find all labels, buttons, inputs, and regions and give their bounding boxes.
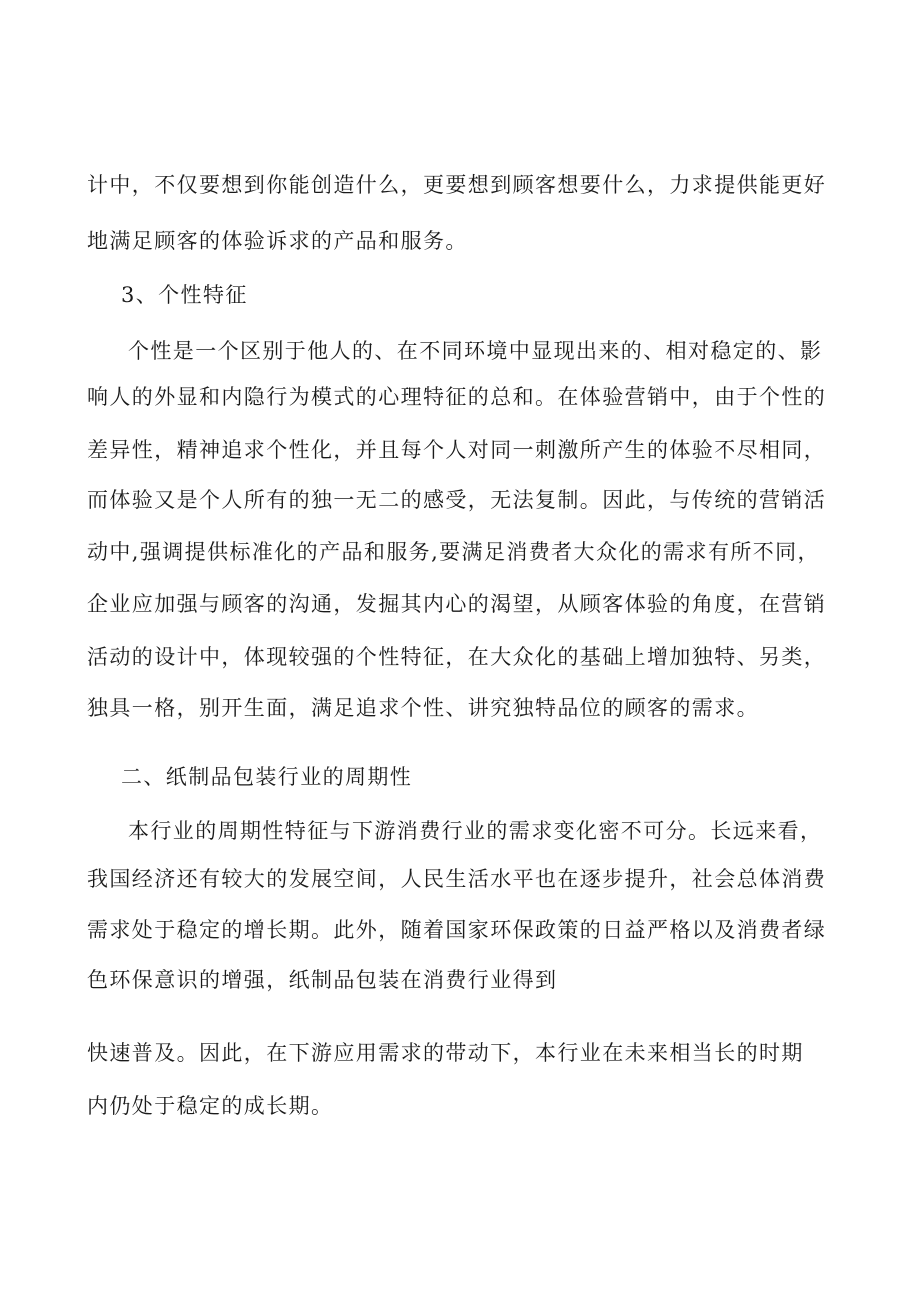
paragraph-line: 地满足顾客的体验诉求的产品和服务。 <box>87 229 468 253</box>
paragraph-line: 我国经济还有较大的发展空间，人民生活水平也在逐步提升，社会总体消费 <box>87 867 827 891</box>
subsection-heading: 3、个性特征 <box>121 283 248 307</box>
paragraph-line: 需求处于稳定的增长期。此外，随着国家环保政策的日益严格以及消费者绿 <box>87 918 827 942</box>
paragraph-line: 企业应加强与顾客的沟通，发掘其内心的渴望，从顾客体验的角度，在营销 <box>87 592 827 616</box>
paragraph-line: 差异性，精神追求个性化，并且每个人对同一刺激所产生的体验不尽相同， <box>87 438 827 462</box>
paragraph-line: 响人的外显和内隐行为模式的心理特征的总和。在体验营销中，由于个性的 <box>87 385 827 409</box>
section-heading: 二、纸制品包装行业的周期性 <box>121 765 413 789</box>
paragraph-line: 活动的设计中，体现较强的个性特征，在大众化的基础上增加独特、另类， <box>87 645 827 669</box>
paragraph-line: 本行业的周期性特征与下游消费行业的需求变化密不可分。长远来看， <box>128 819 823 843</box>
paragraph-line: 色环保意识的增强，纸制品包装在消费行业得到 <box>87 968 558 992</box>
paragraph-line: 计中，不仅要想到你能创造什么，更要想到顾客想要什么，力求提供能更好 <box>87 173 827 197</box>
paragraph-line: 个性是一个区别于他人的、在不同环境中显现出来的、相对稳定的、影 <box>128 339 823 363</box>
paragraph-line: 动中,强调提供标准化的产品和服务,要满足消费者大众化的需求有所不同， <box>87 540 820 564</box>
paragraph-line: 而体验又是个人所有的独一无二的感受，无法复制。因此，与传统的营销活 <box>87 488 827 512</box>
paragraph-line: 快速普及。因此，在下游应用需求的带动下，本行业在未来相当长的时期 <box>87 1041 804 1065</box>
paragraph-line: 独具一格，别开生面，满足追求个性、讲究独特品位的顾客的需求。 <box>87 696 759 720</box>
paragraph-line: 内仍处于稳定的成长期。 <box>87 1094 334 1118</box>
